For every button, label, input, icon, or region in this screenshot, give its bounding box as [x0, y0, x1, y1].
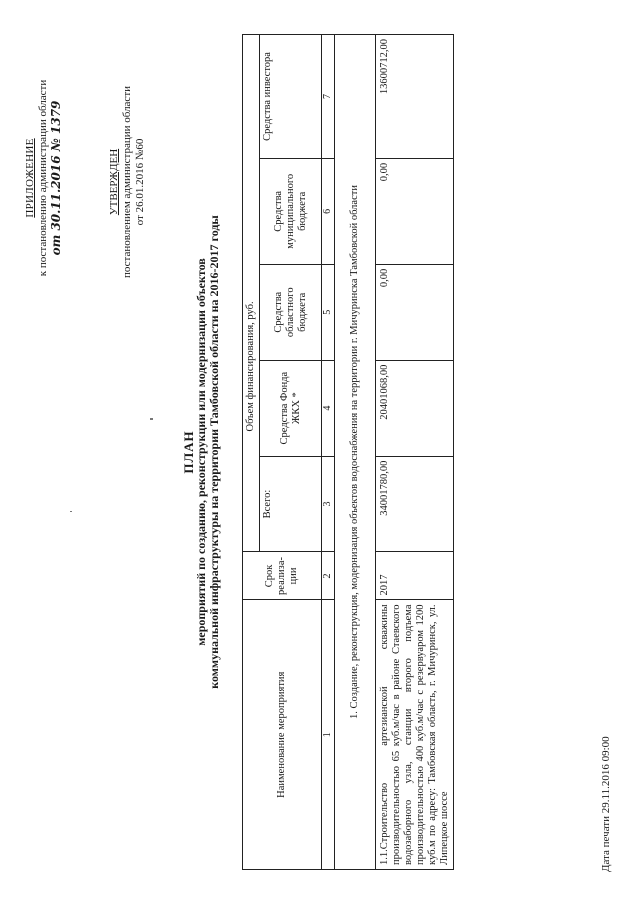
scan-speck — [150, 418, 153, 420]
appendix-block — [24, 28, 63, 328]
appendix-title: ПРИЛОЖЕНИЕ — [24, 138, 36, 218]
approved-line1: постановлением администрации области — [121, 85, 133, 279]
column-number: 3 — [322, 456, 335, 552]
column-number: 7 — [322, 35, 335, 159]
column-numbers-row — [322, 35, 335, 870]
column-number: 1 — [322, 600, 335, 870]
row-municipal: 0,00 — [376, 158, 454, 264]
header-regional: Средства областного бюджета — [260, 264, 322, 360]
approved-line2: от 26.01.2016 №60 — [134, 138, 146, 226]
header-funding: Объем финансирования, руб. — [243, 35, 260, 552]
print-date: Дата печати 29.11.2016 09:00 — [600, 736, 612, 872]
table-row — [376, 35, 454, 870]
rotated-content — [10, 12, 630, 892]
header-term: Срок реализа-ции — [243, 552, 322, 600]
plan-subtitle-1: мероприятий по созданию, реконструкции или модернизации объектов — [194, 258, 208, 646]
appendix-line: к постановлению администрации области — [37, 79, 49, 277]
header-municipal: Средства муниципального бюджета — [260, 158, 322, 264]
column-number: 6 — [322, 158, 335, 264]
row-fund: 20401068,00 — [376, 360, 454, 456]
approved-block — [108, 32, 147, 332]
header-name: Наименование мероприятия — [243, 600, 322, 870]
scan-speck — [70, 511, 72, 512]
row-regional: 0,00 — [376, 264, 454, 360]
row-investor: 13600712,00 — [376, 35, 454, 159]
header-investor: Средства инвестора — [260, 35, 322, 159]
section-row — [335, 35, 376, 870]
column-number: 5 — [322, 264, 335, 360]
plan-subtitle-2: коммунальной инфраструктуры на территории Тамбовской области на 2016-2017 годы — [207, 215, 221, 689]
appendix-handwritten: от 30.11.2016 № 1379 — [49, 100, 63, 256]
approved-title: УТВЕРЖДЕН — [108, 148, 120, 216]
plan-heading — [182, 112, 221, 792]
column-number: 2 — [322, 552, 335, 600]
row-term: 2017 — [376, 552, 454, 600]
header-fund: Средства Фонда ЖКХ * — [260, 360, 322, 456]
plan-title: ПЛАН — [181, 430, 196, 474]
header-total: Всего: — [260, 456, 322, 552]
section-title: 1. Создание, реконструкция, модернизация объектов водоснабжения на территории г. Мичуринска Тамбовской области — [335, 35, 376, 870]
row-name: 1.1.Строительство артезианской скважины производительностью 65 куб.м/час в районе Стаевского водозаборного узла, станции второго подъема производительностью 400 куб.м/час с резервуаром 1200 куб.м по адресу: Тамбовская область, г. Мичуринск, ул. Липецкое шоссе — [376, 600, 454, 870]
plan-table — [242, 34, 454, 870]
row-total: 34001780,00 — [376, 456, 454, 552]
column-number: 4 — [322, 360, 335, 456]
